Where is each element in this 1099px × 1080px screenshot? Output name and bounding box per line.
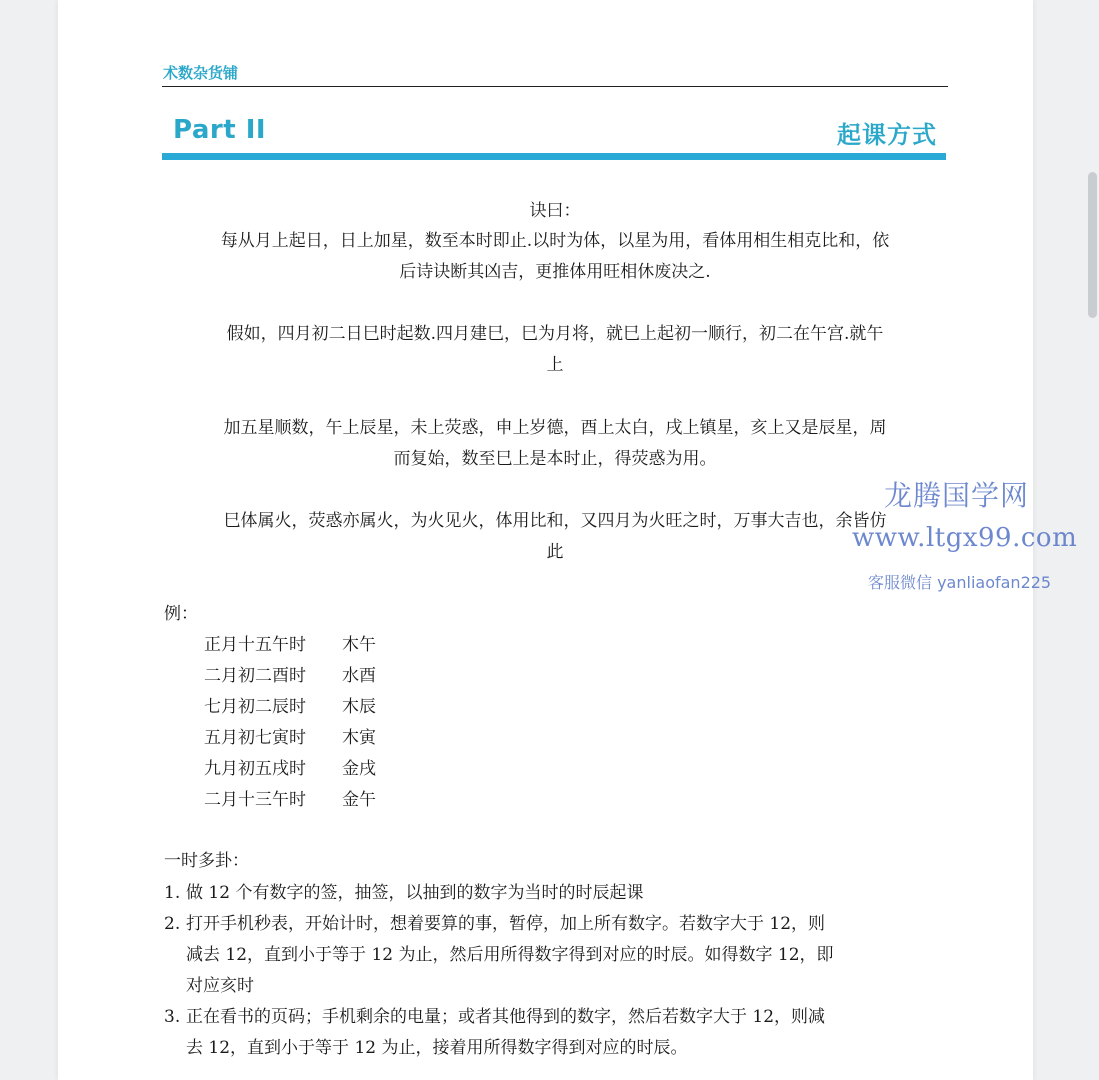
- example-result: 水酉: [342, 666, 376, 686]
- example-date: 五月初七寅时: [204, 728, 306, 748]
- method-line: 打开手机秒表，开始计时，想着要算的事，暂停，加上所有数字。若数字大于 12，则: [186, 914, 826, 934]
- vertical-scrollbar-thumb[interactable]: [1088, 172, 1097, 318]
- example-row: [204, 785, 376, 816]
- method-line: 做 12 个有数字的签，抽签，以抽到的数字为当时的时辰起课: [186, 883, 644, 903]
- example-row: [204, 754, 376, 785]
- example-row: [204, 661, 376, 692]
- examples-list: [204, 630, 376, 816]
- title-underline-bar: [162, 153, 946, 160]
- paragraph-line: 加五星顺数，午上辰星，未上荧惑，申上岁德，酉上太白，戌上镇星，亥上又是辰星，周: [223, 418, 887, 438]
- example-result: 金午: [342, 790, 376, 810]
- paragraph-4: [162, 506, 948, 568]
- examples-label: 例：: [164, 604, 198, 624]
- watermark-url: www.ltgx99.com: [852, 523, 1078, 553]
- paragraph-line: 每从月上起日，日上加星，数至本时即止.以时为体，以星为用，看体用相生相克比和，依: [220, 231, 890, 251]
- methods-list: [164, 878, 940, 1064]
- example-row: [204, 723, 376, 754]
- multi-method-label: 一时多卦：: [164, 851, 249, 871]
- example-row: [204, 630, 376, 661]
- example-row: [204, 692, 376, 723]
- running-header: 术数杂货铺: [163, 64, 239, 82]
- paragraph-line: 巳体属火，荧惑亦属火，为火见火，体用比和，又四月为火旺之时，万事大吉也，余皆仿: [223, 511, 887, 531]
- example-date: 九月初五戌时: [204, 759, 306, 779]
- method-line: 去 12，直到小于等于 12 为止，接着用所得数字得到对应的时辰。: [186, 1038, 688, 1058]
- example-result: 木寅: [342, 728, 376, 748]
- paragraph-3: [162, 413, 948, 475]
- method-item: [164, 1002, 940, 1064]
- section-title: 起课方式: [837, 121, 937, 149]
- method-number: 2.: [164, 914, 181, 934]
- method-line: 正在看书的页码；手机剩余的电量；或者其他得到的数字，然后若数字大于 12，则减: [186, 1007, 826, 1027]
- paragraph-line: 而复始，数至巳上是本时止，得荧惑为用。: [393, 449, 717, 469]
- method-line: 对应亥时: [186, 976, 254, 996]
- verse-title: 诀曰：: [529, 201, 581, 221]
- method-line: 减去 12，直到小于等于 12 为止，然后用所得数字得到对应的时辰。如得数字 12，即: [186, 945, 834, 965]
- example-date: 正月十五午时: [204, 635, 306, 655]
- method-item: [164, 878, 940, 909]
- method-number: 1.: [164, 883, 181, 903]
- paragraph-line: 假如，四月初二日巳时起数.四月建巳，巳为月将，就巳上起初一顺行，初二在午宫.就午: [226, 324, 884, 344]
- method-number: 3.: [164, 1007, 181, 1027]
- paragraph-line: 此: [546, 542, 564, 562]
- paragraph-2: [162, 319, 948, 381]
- watermark-title: 龙腾国学网: [884, 479, 1030, 512]
- paragraph-1: [162, 226, 948, 288]
- example-result: 木辰: [342, 697, 376, 717]
- example-date: 七月初二辰时: [204, 697, 306, 717]
- method-item: [164, 909, 940, 1002]
- example-date: 二月十三午时: [204, 790, 306, 810]
- header-divider: [162, 86, 948, 87]
- example-result: 金戌: [342, 759, 376, 779]
- example-result: 木午: [342, 635, 376, 655]
- paragraph-line: 后诗诀断其凶吉，更推体用旺相休废决之.: [399, 262, 711, 282]
- part-label: Part II: [173, 115, 267, 145]
- example-date: 二月初二酉时: [204, 666, 306, 686]
- paragraph-line: 上: [546, 355, 564, 375]
- watermark-contact: 客服微信 yanliaofan225: [868, 573, 1052, 592]
